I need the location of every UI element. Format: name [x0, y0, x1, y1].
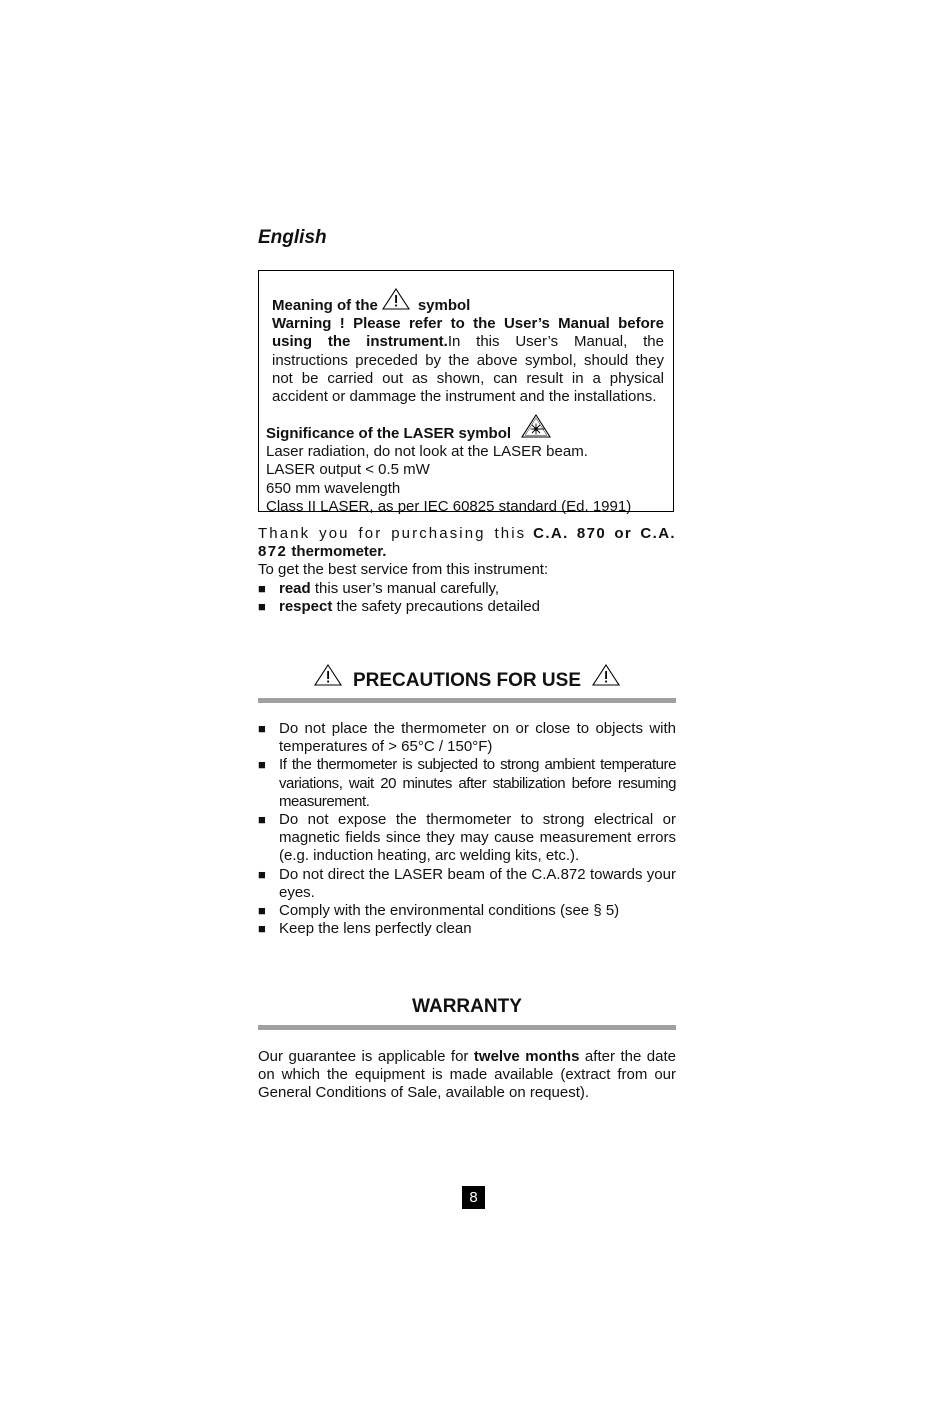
bullet-square-icon: ■: [258, 866, 266, 882]
list-item: [258, 902, 676, 920]
thanks-prefix: Thank you for purchasing this: [258, 525, 527, 542]
laser-symbol-section: [266, 414, 666, 516]
product-name: C.A. 870 or C.A. 872: [258, 525, 676, 561]
laser-line: LASER output < 0.5 mW: [266, 461, 430, 479]
warning-triangle-icon: [592, 664, 620, 690]
warning-symbol-description: [272, 315, 664, 406]
warranty-heading: WARRANTY: [412, 996, 522, 1017]
laser-line: 650 mm wavelength: [266, 479, 401, 497]
warranty-text-prefix: Our guarantee is applicable for: [258, 1048, 474, 1065]
laser-symbol-title-row: [266, 414, 666, 443]
bullet-text: this user’s manual carefully,: [310, 579, 500, 597]
language-label: English: [258, 227, 327, 248]
bullet-text: the safety precautions detailed: [332, 597, 541, 615]
warranty-duration: twelve months: [473, 1048, 580, 1065]
precaution-text: Comply with the environmental conditions (see § 5): [279, 902, 620, 920]
precautions-heading: [258, 664, 676, 690]
bullet-square-icon: ■: [258, 721, 266, 736]
list-item: [258, 580, 676, 598]
warning-symbol-title-suffix: symbol: [417, 297, 471, 314]
precautions-title: PRECAUTIONS FOR USE: [352, 670, 582, 691]
list-item: [258, 720, 676, 756]
service-line: To get the best service from this instrument:: [258, 561, 549, 579]
warning-symbol-title: [272, 288, 664, 315]
laser-line: Laser radiation, do not look at the LASER beam.: [266, 443, 588, 461]
intro-section: [258, 525, 676, 616]
warning-body: In this User’s Manual, the instructions preceded by the above symbol, should they not be carried out as shown, can result in a physical accident or dammage the instrument and the installations.: [272, 333, 664, 406]
warning-lead: Warning ! Please refer to the User’s Manual before using the instrument.: [272, 315, 664, 351]
bullet-bold: read: [279, 579, 311, 597]
precaution-text: If the thermometer is subjected to strong ambient temperature variations, wait 20 minutes after stabilization before resuming measurement.: [279, 756, 676, 810]
bullet-square-icon: ■: [258, 757, 266, 773]
warning-triangle-icon: [382, 288, 410, 315]
bullet-square-icon: ■: [258, 580, 266, 596]
thanks-paragraph: [258, 525, 676, 561]
bullet-bold: respect: [279, 597, 333, 615]
precaution-text: Do not expose the thermometer to strong electrical or magnetic fields since they may cause measurement errors (e.g. induction heating, arc welding kits, etc.).: [279, 811, 676, 865]
safety-notice-box: [258, 270, 674, 515]
list-item: [258, 598, 676, 616]
section-divider: [258, 1025, 676, 1030]
precaution-text: Keep the lens perfectly clean: [279, 920, 472, 938]
page-number: 8: [462, 1186, 485, 1209]
laser-symbol-title: Significance of the LASER symbol: [266, 425, 512, 442]
bullet-square-icon: ■: [258, 903, 266, 919]
warning-symbol-title-prefix: Meaning of the: [272, 297, 378, 314]
list-item: [258, 920, 676, 938]
precaution-text: Do not place the thermometer on or close to objects with temperatures of > 65°C / 150°F): [279, 720, 676, 756]
bullet-square-icon: ■: [258, 921, 266, 937]
list-item: [258, 811, 676, 866]
precaution-text: Do not direct the LASER beam of the C.A.872 towards your eyes.: [279, 865, 676, 901]
warning-triangle-icon: [314, 664, 342, 690]
bullet-square-icon: ■: [258, 812, 266, 828]
warranty-paragraph: [258, 1048, 676, 1103]
warning-symbol-section: [272, 288, 664, 406]
laser-line: Class II LASER, as per IEC 60825 standard (Ed. 1991): [266, 497, 632, 515]
product-suffix: thermometer.: [291, 543, 387, 561]
precautions-list: [258, 720, 676, 938]
list-item: [258, 756, 676, 811]
warranty-text-suffix: after the date on which the equipment is made available (extract from our General Conditions of Sale, available on request).: [258, 1048, 676, 1102]
laser-warning-icon: [521, 414, 551, 443]
section-divider: [258, 698, 676, 703]
bullet-square-icon: ■: [258, 598, 266, 614]
list-item: [258, 866, 676, 902]
